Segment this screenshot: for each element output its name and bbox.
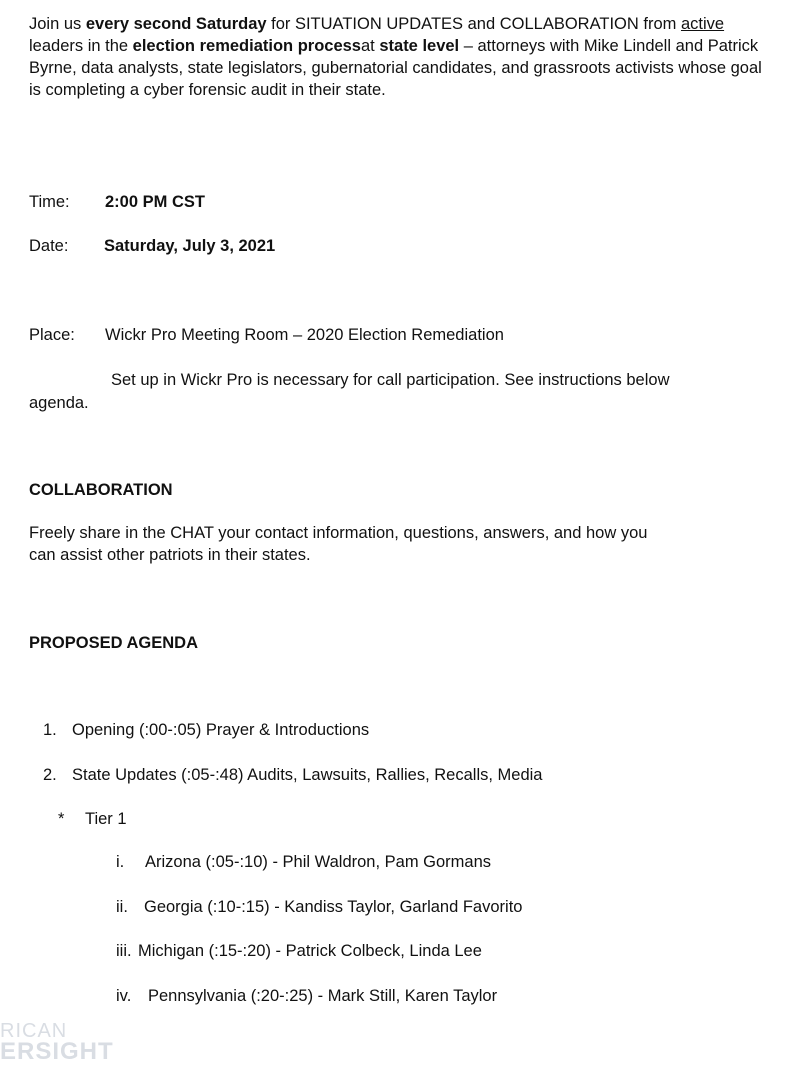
tier-bullet: *	[58, 810, 65, 828]
state-item	[116, 940, 482, 962]
intro-bold-state-level: state level	[379, 37, 460, 55]
watermark-text: RICAN	[0, 1020, 68, 1042]
tier-label: Tier 1	[85, 810, 127, 828]
place-label: Place:	[29, 326, 75, 344]
date-label: Date:	[29, 237, 69, 255]
agenda-heading: PROPOSED AGENDA	[29, 634, 198, 652]
time-value: 2:00 PM CST	[105, 193, 205, 211]
state-item	[116, 851, 491, 873]
collaboration-heading: COLLABORATION	[29, 481, 173, 499]
agenda-item	[43, 719, 369, 741]
intro-underlined-active: active	[680, 15, 725, 33]
date-row	[29, 235, 275, 257]
intro-text: leaders in the	[29, 37, 133, 55]
setup-note: Set up in Wickr Pro is necessary for call participation. See instructions below	[111, 371, 670, 389]
time-row	[29, 191, 205, 213]
state-item-number: i.	[116, 853, 125, 871]
state-item	[116, 985, 497, 1007]
state-item-number: ii.	[116, 898, 128, 916]
agenda-item-number: 2.	[43, 766, 57, 784]
place-row	[29, 324, 504, 346]
intro-bold-schedule: every second Saturday	[85, 15, 267, 33]
state-item-text: Pennsylvania (:20-:25) - Mark Still, Karen Taylor	[148, 987, 498, 1005]
time-label: Time:	[29, 193, 70, 211]
watermark-text-continued: ERSIGHT	[0, 1038, 114, 1065]
agenda-item-number: 1.	[43, 721, 57, 739]
state-item-text: Georgia (:10-:15) - Kandiss Taylor, Garland Favorito	[144, 898, 523, 916]
state-item-number: iv.	[116, 987, 132, 1005]
intro-text: for SITUATION UPDATES and COLLABORATION from	[266, 15, 681, 33]
agenda-item	[43, 764, 542, 786]
state-item-number: iii.	[116, 942, 132, 960]
intro-bold-process: election remediation process	[132, 37, 361, 55]
agenda-item-text: Opening (:00-:05) Prayer & Introductions	[72, 721, 370, 739]
collaboration-text: Freely share in the CHAT your contact information, questions, answers, and how you	[29, 524, 648, 542]
intro-text: Join us	[29, 15, 86, 33]
intro-paragraph	[29, 13, 774, 101]
place-value: Wickr Pro Meeting Room – 2020 Election Remediation	[105, 326, 504, 344]
state-item	[116, 896, 522, 918]
setup-note-continued: agenda.	[29, 394, 89, 412]
tier-row	[58, 808, 127, 830]
agenda-item-text: State Updates (:05-:48) Audits, Lawsuits, Rallies, Recalls, Media	[72, 766, 543, 784]
intro-text: at	[360, 37, 380, 55]
state-item-text: Michigan (:15-:20) - Patrick Colbeck, Linda Lee	[138, 942, 482, 960]
collaboration-text-continued: can assist other patriots in their states.	[29, 546, 311, 564]
date-value: Saturday, July 3, 2021	[104, 237, 276, 255]
state-item-text: Arizona (:05-:10) - Phil Waldron, Pam Gormans	[145, 853, 492, 871]
intro-text: – attorneys with Mike Lindell and Patrick Byrne, data analysts, state legislators, gubernatorial candidates, and grassroots activists whose goal is completing a cyber forensic audit in their state.	[29, 37, 762, 99]
